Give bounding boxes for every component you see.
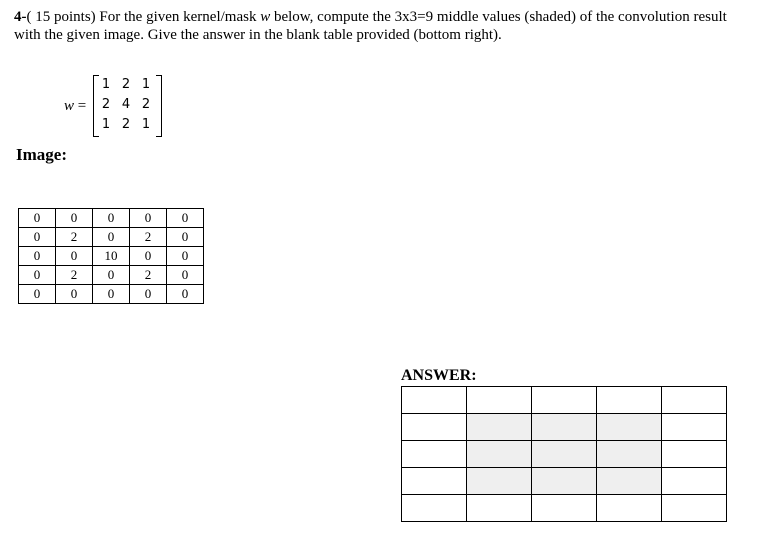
question-text (14, 8, 754, 44)
image-cell: 0 (19, 228, 56, 247)
answer-cell[interactable] (402, 495, 467, 522)
image-cell: 0 (130, 247, 167, 266)
answer-cell-shaded[interactable] (532, 468, 597, 495)
image-cell: 0 (167, 209, 204, 228)
image-cell: 0 (167, 266, 204, 285)
answer-cell-shaded[interactable] (597, 441, 662, 468)
answer-row (402, 495, 727, 522)
answer-cell-shaded[interactable] (597, 414, 662, 441)
question-text-part1: ( 15 points) For the given kernel/mask (26, 9, 261, 25)
answer-cell-shaded[interactable] (467, 441, 532, 468)
image-cell: 0 (56, 285, 93, 304)
kernel-row (96, 75, 158, 95)
answer-cell[interactable] (467, 387, 532, 414)
answer-cell[interactable] (662, 495, 727, 522)
answer-cell[interactable] (532, 387, 597, 414)
answer-cell[interactable] (402, 441, 467, 468)
answer-cell-shaded[interactable] (532, 414, 597, 441)
image-row (19, 285, 204, 304)
image-row (19, 247, 204, 266)
answer-cell[interactable] (662, 468, 727, 495)
kernel-equals: = (74, 98, 87, 114)
image-cell: 0 (130, 209, 167, 228)
answer-cell-shaded[interactable] (467, 414, 532, 441)
answer-cell-shaded[interactable] (467, 468, 532, 495)
image-cell: 2 (56, 266, 93, 285)
image-cell: 0 (93, 209, 130, 228)
answer-cell[interactable] (662, 414, 727, 441)
kernel-cell: 2 (121, 77, 131, 92)
image-cell: 0 (167, 228, 204, 247)
image-row (19, 228, 204, 247)
kernel-label (64, 98, 86, 115)
answer-row (402, 441, 727, 468)
image-row (19, 266, 204, 285)
image-table (18, 208, 204, 304)
answer-cell-shaded[interactable] (532, 441, 597, 468)
kernel-cell: 2 (101, 97, 111, 112)
answer-cell[interactable] (662, 441, 727, 468)
kernel-cell: 2 (121, 117, 131, 132)
question-w-symbol: w (260, 9, 271, 25)
image-cell: 0 (19, 209, 56, 228)
answer-row (402, 387, 727, 414)
question-number: 4- (14, 9, 27, 25)
image-row (19, 209, 204, 228)
answer-cell[interactable] (402, 414, 467, 441)
image-cell: 0 (93, 285, 130, 304)
kernel-row (96, 115, 158, 135)
answer-cell[interactable] (662, 387, 727, 414)
image-cell: 0 (130, 285, 167, 304)
image-cell: 10 (93, 247, 130, 266)
image-cell: 0 (93, 266, 130, 285)
image-cell: 2 (56, 228, 93, 247)
image-cell: 2 (130, 228, 167, 247)
answer-cell[interactable] (532, 495, 597, 522)
image-cell: 0 (19, 285, 56, 304)
kernel-cell: 1 (101, 117, 111, 132)
image-cell: 0 (167, 247, 204, 266)
image-cell: 2 (130, 266, 167, 285)
kernel-cell: 2 (141, 97, 151, 112)
answer-label: ANSWER: (401, 367, 477, 384)
image-cell: 0 (56, 247, 93, 266)
kernel-symbol: w (64, 98, 75, 114)
image-cell: 0 (93, 228, 130, 247)
answer-cell[interactable] (402, 387, 467, 414)
question-text-part2: below, compute the 3x3=9 middle values (shaded) of the convolution result with the given image. Give the answer in the blank table provided (bottom right). (14, 9, 727, 43)
answer-row (402, 414, 727, 441)
answer-cell-shaded[interactable] (597, 468, 662, 495)
kernel-cell: 1 (141, 77, 151, 92)
kernel-row (96, 95, 158, 115)
answer-row (402, 468, 727, 495)
image-label: Image: (16, 145, 67, 164)
image-cell: 0 (56, 209, 93, 228)
kernel-cell: 1 (101, 77, 111, 92)
answer-cell[interactable] (467, 495, 532, 522)
answer-cell[interactable] (597, 387, 662, 414)
image-cell: 0 (19, 266, 56, 285)
answer-cell[interactable] (402, 468, 467, 495)
answer-table (401, 386, 727, 522)
image-cell: 0 (19, 247, 56, 266)
kernel-cell: 4 (121, 97, 131, 112)
kernel-cell: 1 (141, 117, 151, 132)
answer-cell[interactable] (597, 495, 662, 522)
image-cell: 0 (167, 285, 204, 304)
